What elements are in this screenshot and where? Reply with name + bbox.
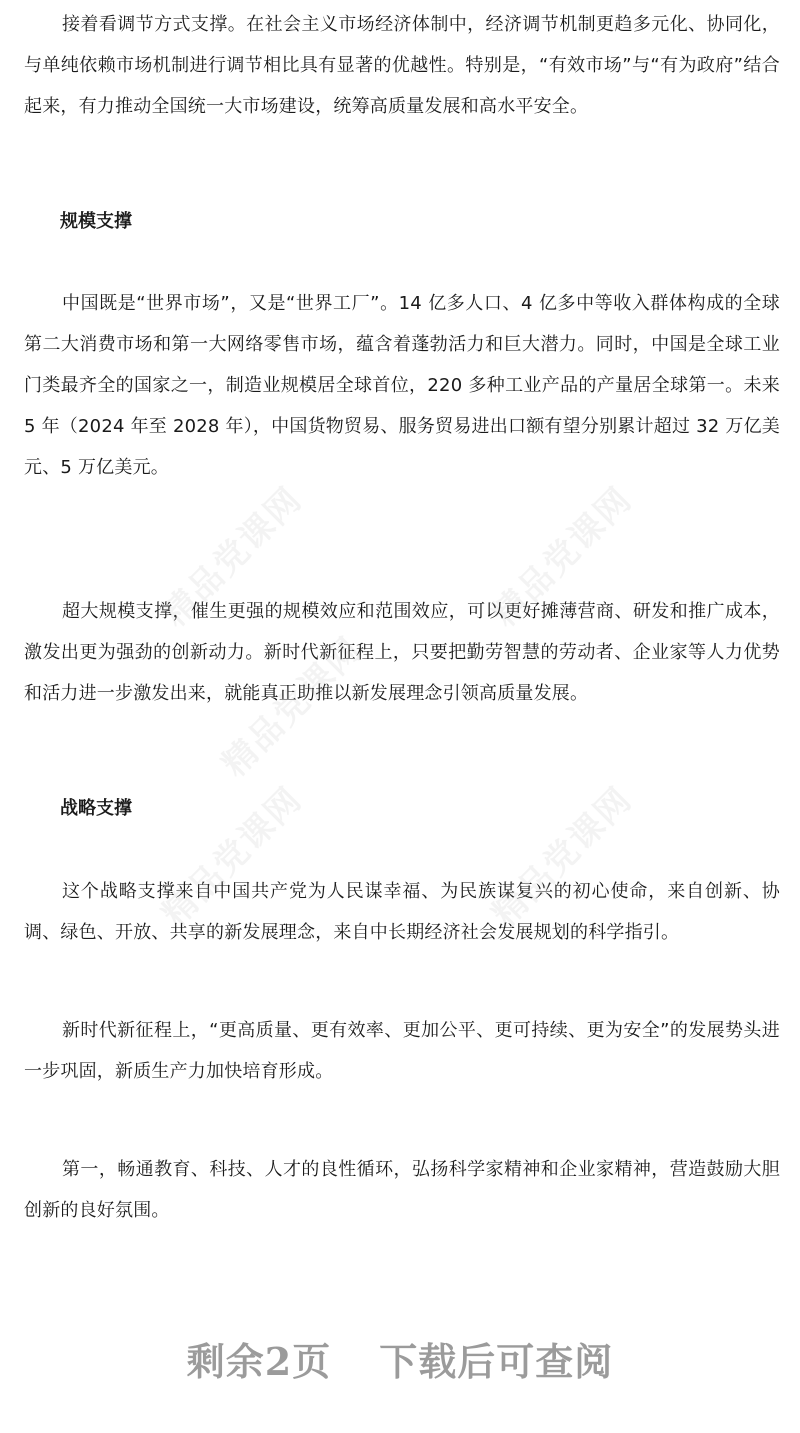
paragraph-new-era: 新时代新征程上，“更高质量、更有效率、更加公平、更可持续、更为安全”的发展势头进一步巩固，新质生产力加快培育形成。 <box>24 1020 780 1082</box>
paragraph-first-point: 第一，畅通教育、科技、人才的良性循环，弘扬科学家精神和企业家精神，营造鼓励大胆创新的良好氛围。 <box>24 1159 780 1221</box>
heading-strategy-support: 战略支撑 <box>60 798 132 819</box>
remaining-pages-label: 剩余2页 <box>186 1338 332 1384</box>
paragraph-strategy-origin: 这个战略支撑来自中国共产党为人民谋幸福、为民族谋复兴的初心使命，来自创新、协调、绿色、开放、共享的新发展理念，来自中长期经济社会发展规划的科学指引。 <box>24 881 780 943</box>
download-to-view-label: 下载后可查阅 <box>379 1338 614 1384</box>
paragraph-regulation-support: 接着看调节方式支撑。在社会主义市场经济体制中，经济调节机制更趋多元化、协同化，与单纯依赖市场机制进行调节相比具有显著的优越性。特别是，“有效市场”与“有为政府”结合起来，有力推动全国统一大市场建设，统筹高质量发展和高水平安全。 <box>24 14 780 117</box>
heading-scale-support: 规模支撑 <box>60 211 132 232</box>
paragraph-china-market: 中国既是“世界市场”，又是“世界工厂”。14 亿多人口、4 亿多中等收入群体构成的全球第二大消费市场和第一大网络零售市场，蕴含着蓬勃活力和巨大潜力。同时，中国是全球工业门类最齐全的国家之一，制造业规模居全球首位，220 多种工业产品的产量居全球第一。未来 5 年（2024 年至 2028 年），中国货物贸易、服务贸易进出口额有望分别累计超过 32 万亿美元、5 万亿美元。 <box>24 293 780 478</box>
watermark-text: 精品党课网 <box>484 779 641 935</box>
watermark-text: 精品党课网 <box>154 779 311 935</box>
watermark-text: 精品党课网 <box>214 629 371 785</box>
watermark-text: 精品党课网 <box>154 479 311 635</box>
download-prompt-banner[interactable] <box>0 1330 800 1386</box>
paragraph-scale-effect: 超大规模支撑，催生更强的规模效应和范围效应，可以更好摊薄营商、研发和推广成本，激发出更为强劲的创新动力。新时代新征程上，只要把勤劳智慧的劳动者、企业家等人力优势和活力进一步激发出来，就能真正助推以新发展理念引领高质量发展。 <box>24 601 780 704</box>
watermark-text: 精品党课网 <box>484 479 641 635</box>
